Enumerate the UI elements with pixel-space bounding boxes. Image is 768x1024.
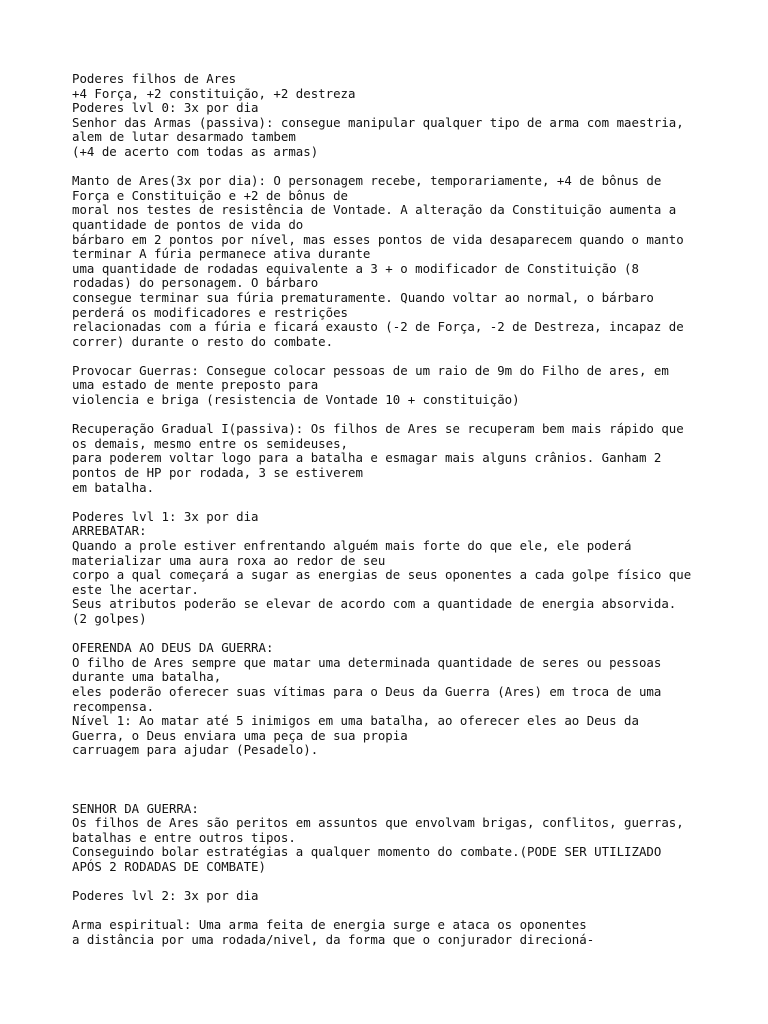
text-line: correr) durante o resto do combate. — [72, 333, 334, 349]
paragraph — [72, 72, 712, 160]
text-line: Quando a prole estiver enfrentando alguém mais forte do que ele, ele poderá — [72, 538, 632, 553]
text-line: a distância por uma rodada/nivel, da forma que o conjurador direcioná- — [72, 932, 595, 948]
text-line: violencia e briga (resistencia de Vontade 10 + constituição) — [72, 392, 520, 408]
text-line: uma quantidade de rodadas equivalente a 3 + o modificador de Constituição (8 — [72, 260, 639, 276]
text-line: batalhas e entre outros tipos. — [72, 829, 296, 845]
document-body — [72, 72, 712, 948]
text-line: terminar A fúria permanece ativa durante — [72, 246, 371, 262]
paragraph — [72, 918, 712, 947]
paragraph-gap — [72, 875, 712, 890]
text-line: para poderem voltar logo para a batalha e esmagar mais alguns crânios. Ganham 2 — [72, 450, 662, 466]
paragraph-gap — [72, 627, 712, 642]
paragraph-gap — [72, 495, 712, 510]
paragraph-gap — [72, 904, 712, 919]
text-line: em batalha. — [72, 479, 155, 495]
text-line: materializar uma aura roxa ao redor de seu — [72, 552, 386, 568]
text-line: Provocar Guerras: Consegue colocar pessoas de um raio de 9m do Filho de ares, em — [72, 362, 669, 378]
text-line: Poderes lvl 0: 3x por dia — [72, 100, 259, 116]
text-line: Poderes filhos de Ares — [72, 71, 237, 86]
text-line: Os filhos de Ares são peritos em assuntos que envolvam brigas, conflitos, guerras, — [72, 815, 684, 831]
text-line: quantidade de pontos de vida do — [72, 216, 304, 232]
paragraph — [72, 802, 712, 875]
text-line: O filho de Ares sempre que matar uma determinada quantidade de seres ou pessoas — [72, 654, 662, 670]
paragraph — [72, 641, 712, 758]
paragraph-gap — [72, 349, 712, 364]
text-line: Guerra, o Deus enviara uma peça de sua propia — [72, 727, 408, 743]
text-line: pontos de HP por rodada, 3 se estiverem — [72, 465, 363, 481]
paragraph — [72, 364, 712, 408]
paragraph-gap — [72, 787, 712, 802]
text-line: APÓS 2 RODADAS DE COMBATE) — [72, 859, 266, 875]
text-line: eles poderão oferecer suas vítimas para o Deus da Guerra (Ares) em troca de uma — [72, 683, 662, 699]
text-line: Nível 1: Ao matar até 5 inimigos em uma batalha, ao oferecer eles ao Deus da — [72, 713, 639, 729]
text-line: alem de lutar desarmado tambem — [72, 129, 296, 145]
text-line: corpo a qual começará a sugar as energias de seus oponentes a cada golpe físico que — [72, 567, 692, 583]
text-line: este lhe acertar. — [72, 581, 199, 597]
text-line: Recuperação Gradual I(passiva): Os filhos de Ares se recuperam bem mais rápido que — [72, 421, 684, 437]
paragraph-gap — [72, 408, 712, 423]
text-line: Arma espiritual: Uma arma feita de energia surge e ataca os oponentes — [72, 917, 587, 933]
paragraph-gap — [72, 160, 712, 175]
text-line: SENHOR DA GUERRA: — [72, 800, 199, 816]
text-line: recompensa. — [72, 698, 155, 714]
text-line: Senhor das Armas (passiva): consegue manipular qualquer tipo de arma com maestria, — [72, 114, 684, 130]
text-line: Manto de Ares(3x por dia): O personagem recebe, temporariamente, +4 de bônus de — [72, 173, 662, 189]
text-line: ARREBATAR: — [72, 523, 147, 539]
text-line: perderá os modificadores e restrições — [72, 304, 349, 320]
text-line: consegue terminar sua fúria prematuramente. Quando voltar ao normal, o bárbaro — [72, 289, 654, 305]
text-line: durante uma batalha, — [72, 669, 222, 685]
text-line: Poderes lvl 1: 3x por dia — [72, 508, 259, 524]
text-line: os demais, mesmo entre os semideuses, — [72, 435, 349, 451]
text-line: OFERENDA AO DEUS DA GUERRA: — [72, 640, 274, 656]
text-line: (2 golpes) — [72, 610, 147, 626]
text-line: Poderes lvl 2: 3x por dia — [72, 888, 259, 904]
text-line: rodadas) do personagem. O bárbaro — [72, 275, 319, 291]
paragraph — [72, 174, 712, 349]
paragraph — [72, 422, 712, 495]
text-line: Conseguindo bolar estratégias a qualquer momento do combate.(PODE SER UTILIZADO — [72, 844, 662, 860]
text-line: uma estado de mente preposto para — [72, 377, 319, 393]
paragraph — [72, 510, 712, 627]
paragraph-gap — [72, 758, 712, 773]
paragraph-gap — [72, 773, 712, 788]
text-line: relacionadas com a fúria e ficará exausto (-2 de Força, -2 de Destreza, incapaz de — [72, 319, 684, 335]
text-line: carruagem para ajudar (Pesadelo). — [72, 742, 319, 758]
text-line: moral nos testes de resistência de Vontade. A alteração da Constituição aumenta a — [72, 202, 677, 218]
paragraph — [72, 889, 712, 904]
text-line: Seus atributos poderão se elevar de acordo com a quantidade de energia absorvida. — [72, 596, 677, 612]
text-line: +4 Força, +2 constituição, +2 destreza — [72, 85, 356, 101]
text-line: Força e Constituição e +2 de bônus de — [72, 187, 349, 203]
text-line: bárbaro em 2 pontos por nível, mas esses pontos de vida desaparecem quando o manto — [72, 231, 684, 247]
text-line: (+4 de acerto com todas as armas) — [72, 143, 319, 159]
